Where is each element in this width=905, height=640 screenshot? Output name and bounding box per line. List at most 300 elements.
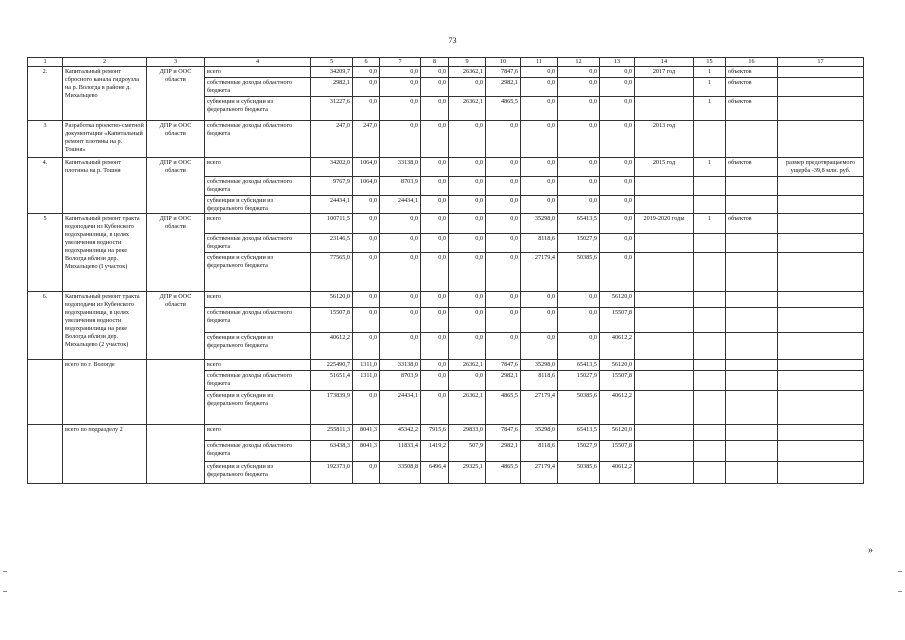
- amount-cell: 56120,0: [600, 292, 635, 308]
- amount-cell: 0,0: [558, 77, 600, 96]
- result-cell: [778, 391, 864, 425]
- amount-cell: 40612,2: [311, 333, 353, 360]
- funding-source-cell: всего: [205, 66, 311, 77]
- quantity-cell: [694, 308, 726, 333]
- amount-cell: 0,0: [380, 66, 421, 77]
- scan-mark: [3, 571, 7, 572]
- amount-cell: 0,0: [380, 214, 421, 234]
- amount-cell: 77565,0: [311, 253, 353, 292]
- result-cell: [778, 234, 864, 253]
- period-cell: [635, 195, 694, 214]
- unit-cell: объектов: [726, 214, 778, 234]
- executor-cell: ДПР и ООС области: [147, 157, 205, 214]
- executor-cell: ДПР и ООС области: [147, 292, 205, 360]
- header-cell: 12: [558, 58, 600, 67]
- scan-mark: [3, 591, 7, 592]
- amount-cell: 0,0: [421, 96, 449, 120]
- amount-cell: 0,0: [521, 333, 558, 360]
- amount-cell: 1311,0: [353, 360, 380, 371]
- amount-cell: 7915,6: [421, 425, 449, 441]
- item-name-cell: Капитальный ремонт сбросного канала гидроузла на р. Вологда в районе д. Михальцево: [63, 66, 147, 120]
- amount-cell: 0,0: [486, 120, 521, 157]
- item-name-cell: Разработка проектно-сметной документации «Капитальный ремонт плотины на р. Тошня»: [63, 120, 147, 157]
- result-cell: [778, 96, 864, 120]
- amount-cell: 0,0: [486, 157, 521, 176]
- amount-cell: 1064,0: [353, 157, 380, 176]
- unit-cell: [726, 308, 778, 333]
- header-cell: 10: [486, 58, 521, 67]
- budget-table: [27, 57, 864, 484]
- quantity-cell: 1: [694, 214, 726, 234]
- unit-cell: [726, 234, 778, 253]
- amount-cell: 0,0: [486, 214, 521, 234]
- amount-cell: 0,0: [353, 462, 380, 484]
- scan-mark: [898, 591, 902, 592]
- period-cell: [635, 176, 694, 195]
- row-number-cell: [28, 425, 63, 484]
- header-cell: 11: [521, 58, 558, 67]
- header-cell: 9: [449, 58, 486, 67]
- amount-cell: 15027,9: [558, 371, 600, 391]
- amount-cell: 6496,4: [421, 462, 449, 484]
- unit-cell: [726, 195, 778, 214]
- unit-cell: [726, 292, 778, 308]
- funding-source-cell: собственные доходы областного бюджета: [205, 77, 311, 96]
- amount-cell: 2982,1: [486, 441, 521, 462]
- unit-cell: [726, 253, 778, 292]
- header-cell: 2: [63, 58, 147, 67]
- header-cell: 15: [694, 58, 726, 67]
- quantity-cell: [694, 333, 726, 360]
- amount-cell: 0,0: [449, 308, 486, 333]
- amount-cell: 0,0: [353, 292, 380, 308]
- amount-cell: 0,0: [558, 120, 600, 157]
- amount-cell: 0,0: [486, 234, 521, 253]
- header-row: [28, 58, 864, 67]
- amount-cell: 27179,4: [521, 462, 558, 484]
- funding-source-cell: собственные доходы областного бюджета: [205, 120, 311, 157]
- amount-cell: 15027,9: [558, 441, 600, 462]
- unit-cell: [726, 371, 778, 391]
- amount-cell: 8118,6: [521, 371, 558, 391]
- row-number-cell: 6.: [28, 292, 63, 360]
- result-cell: [778, 308, 864, 333]
- amount-cell: 8118,6: [521, 441, 558, 462]
- amount-cell: 11833,4: [380, 441, 421, 462]
- page-number: 73: [448, 36, 457, 45]
- amount-cell: 0,0: [486, 333, 521, 360]
- amount-cell: 255811,3: [311, 425, 353, 441]
- table-row: [28, 425, 864, 441]
- header-cell: 3: [147, 58, 205, 67]
- amount-cell: 0,0: [380, 292, 421, 308]
- amount-cell: 0,0: [558, 157, 600, 176]
- amount-cell: 247,0: [311, 120, 353, 157]
- amount-cell: 0,0: [421, 176, 449, 195]
- amount-cell: 0,0: [558, 96, 600, 120]
- quantity-cell: 1: [694, 96, 726, 120]
- amount-cell: 26362,1: [449, 391, 486, 425]
- table-row: [28, 66, 864, 77]
- period-cell: [635, 441, 694, 462]
- amount-cell: 33138,0: [380, 157, 421, 176]
- unit-cell: [726, 120, 778, 157]
- quantity-cell: [694, 371, 726, 391]
- amount-cell: 0,0: [421, 391, 449, 425]
- amount-cell: 24434,1: [380, 195, 421, 214]
- period-cell: [635, 77, 694, 96]
- amount-cell: 0,0: [421, 360, 449, 371]
- amount-cell: 15507,8: [311, 308, 353, 333]
- result-cell: [778, 360, 864, 371]
- amount-cell: 0,0: [421, 214, 449, 234]
- amount-cell: 0,0: [421, 292, 449, 308]
- funding-source-cell: всего: [205, 214, 311, 234]
- period-cell: [635, 308, 694, 333]
- amount-cell: 0,0: [449, 195, 486, 214]
- executor-cell: ДПР и ООС области: [147, 120, 205, 157]
- amount-cell: 8118,6: [521, 234, 558, 253]
- period-cell: [635, 462, 694, 484]
- amount-cell: 65413,5: [558, 360, 600, 371]
- period-cell: 2019-2020 годы: [635, 214, 694, 234]
- period-cell: 2015 год: [635, 157, 694, 176]
- funding-source-cell: собственные доходы областного бюджета: [205, 371, 311, 391]
- amount-cell: 56120,0: [600, 360, 635, 371]
- amount-cell: 0,0: [521, 176, 558, 195]
- unit-cell: [726, 176, 778, 195]
- amount-cell: 0,0: [421, 333, 449, 360]
- header-cell: 16: [726, 58, 778, 67]
- amount-cell: 0,0: [521, 96, 558, 120]
- amount-cell: 0,0: [449, 77, 486, 96]
- amount-cell: 0,0: [421, 157, 449, 176]
- amount-cell: 0,0: [380, 77, 421, 96]
- executor-cell: ДПР и ООС области: [147, 214, 205, 292]
- amount-cell: 0,0: [353, 195, 380, 214]
- amount-cell: 63438,3: [311, 441, 353, 462]
- amount-cell: 0,0: [353, 234, 380, 253]
- amount-cell: 173839,9: [311, 391, 353, 425]
- amount-cell: 26362,1: [449, 66, 486, 77]
- result-cell: [778, 77, 864, 96]
- amount-cell: 0,0: [421, 120, 449, 157]
- row-number-cell: 5: [28, 214, 63, 292]
- amount-cell: 1311,0: [353, 371, 380, 391]
- amount-cell: 65413,5: [558, 425, 600, 441]
- quantity-cell: [694, 360, 726, 371]
- table-row: [28, 214, 864, 234]
- amount-cell: 2982,1: [486, 371, 521, 391]
- result-cell: [778, 195, 864, 214]
- header-cell: 4: [205, 58, 311, 67]
- funding-source-cell: субвенции и субсидии из федерального бюджета: [205, 253, 311, 292]
- quantity-cell: [694, 441, 726, 462]
- funding-source-cell: собственные доходы областного бюджета: [205, 308, 311, 333]
- header-cell: 17: [778, 58, 864, 67]
- amount-cell: 0,0: [486, 292, 521, 308]
- result-cell: [778, 253, 864, 292]
- amount-cell: 0,0: [353, 308, 380, 333]
- unit-cell: объектов: [726, 96, 778, 120]
- amount-cell: 0,0: [600, 157, 635, 176]
- executor-cell: [147, 360, 205, 425]
- amount-cell: 0,0: [600, 96, 635, 120]
- amount-cell: 7847,6: [486, 66, 521, 77]
- amount-cell: 40612,2: [600, 333, 635, 360]
- amount-cell: 40612,2: [600, 462, 635, 484]
- amount-cell: 23146,5: [311, 234, 353, 253]
- amount-cell: 15027,9: [558, 234, 600, 253]
- amount-cell: 0,0: [521, 77, 558, 96]
- amount-cell: 0,0: [421, 195, 449, 214]
- amount-cell: 2982,1: [311, 77, 353, 96]
- amount-cell: 2982,1: [486, 77, 521, 96]
- amount-cell: 0,0: [600, 120, 635, 157]
- table-row: [28, 292, 864, 308]
- amount-cell: 35298,0: [521, 360, 558, 371]
- amount-cell: 0,0: [353, 333, 380, 360]
- amount-cell: 8041,3: [353, 425, 380, 441]
- amount-cell: 0,0: [449, 214, 486, 234]
- funding-source-cell: всего: [205, 292, 311, 308]
- amount-cell: 0,0: [449, 176, 486, 195]
- table-body: [28, 58, 864, 484]
- funding-source-cell: субвенции и субсидии из федерального бюджета: [205, 462, 311, 484]
- amount-cell: 0,0: [600, 214, 635, 234]
- amount-cell: 0,0: [486, 253, 521, 292]
- item-name-cell: всего по г. Вологде: [63, 360, 147, 425]
- executor-cell: [147, 425, 205, 484]
- amount-cell: 40612,2: [600, 391, 635, 425]
- amount-cell: 0,0: [558, 195, 600, 214]
- row-number-cell: 2.: [28, 66, 63, 120]
- amount-cell: 8703,9: [380, 371, 421, 391]
- item-name-cell: всего по подразделу 2: [63, 425, 147, 484]
- amount-cell: 7847,6: [486, 360, 521, 371]
- amount-cell: 0,0: [380, 333, 421, 360]
- unit-cell: [726, 360, 778, 371]
- period-cell: [635, 234, 694, 253]
- period-cell: [635, 391, 694, 425]
- amount-cell: 0,0: [558, 292, 600, 308]
- amount-cell: 0,0: [353, 66, 380, 77]
- amount-cell: 24434,1: [311, 195, 353, 214]
- period-cell: [635, 333, 694, 360]
- amount-cell: 4865,5: [486, 391, 521, 425]
- amount-cell: 4865,5: [486, 96, 521, 120]
- amount-cell: 27179,4: [521, 253, 558, 292]
- header-cell: 7: [380, 58, 421, 67]
- amount-cell: 507,9: [449, 441, 486, 462]
- table-row: [28, 360, 864, 371]
- amount-cell: 65413,5: [558, 214, 600, 234]
- amount-cell: 15507,8: [600, 308, 635, 333]
- unit-cell: [726, 391, 778, 425]
- result-cell: [778, 371, 864, 391]
- amount-cell: 29325,1: [449, 462, 486, 484]
- amount-cell: 0,0: [421, 253, 449, 292]
- unit-cell: [726, 425, 778, 441]
- result-cell: [778, 214, 864, 234]
- amount-cell: 0,0: [421, 308, 449, 333]
- amount-cell: 0,0: [486, 176, 521, 195]
- amount-cell: 33138,0: [380, 360, 421, 371]
- amount-cell: 0,0: [558, 333, 600, 360]
- unit-cell: объектов: [726, 77, 778, 96]
- amount-cell: 7847,6: [486, 425, 521, 441]
- period-cell: [635, 253, 694, 292]
- amount-cell: 4865,5: [486, 462, 521, 484]
- quantity-cell: [694, 253, 726, 292]
- result-cell: размер предотвращаемого ущерба -39,8 млн. руб.: [778, 157, 864, 176]
- amount-cell: 0,0: [600, 66, 635, 77]
- amount-cell: 56120,0: [600, 425, 635, 441]
- amount-cell: 0,0: [449, 292, 486, 308]
- amount-cell: 0,0: [353, 214, 380, 234]
- trailing-mark: »: [868, 545, 873, 556]
- amount-cell: 0,0: [521, 66, 558, 77]
- header-cell: 5: [311, 58, 353, 67]
- quantity-cell: 1: [694, 77, 726, 96]
- amount-cell: 0,0: [380, 120, 421, 157]
- amount-cell: 0,0: [521, 120, 558, 157]
- quantity-cell: [694, 425, 726, 441]
- amount-cell: 50385,6: [558, 462, 600, 484]
- amount-cell: 50385,6: [558, 253, 600, 292]
- amount-cell: 50385,6: [558, 391, 600, 425]
- amount-cell: 0,0: [486, 308, 521, 333]
- funding-source-cell: всего: [205, 157, 311, 176]
- row-number-cell: 4.: [28, 157, 63, 214]
- amount-cell: 0,0: [421, 77, 449, 96]
- header-cell: 14: [635, 58, 694, 67]
- amount-cell: 0,0: [421, 66, 449, 77]
- quantity-cell: [694, 391, 726, 425]
- amount-cell: 45342,2: [380, 425, 421, 441]
- item-name-cell: Капитальный ремонт тракта водоподачи из Кубенского водохранилища, в целях увеличения водности водохранилища на реке Вологда вблизи дер. Михальцево (I участок): [63, 214, 147, 292]
- executor-cell: ДПР и ООС области: [147, 66, 205, 120]
- result-cell: [778, 176, 864, 195]
- amount-cell: 0,0: [521, 195, 558, 214]
- unit-cell: [726, 441, 778, 462]
- table-row: [28, 120, 864, 157]
- quantity-cell: [694, 195, 726, 214]
- amount-cell: 15507,8: [600, 441, 635, 462]
- amount-cell: 1419,2: [421, 441, 449, 462]
- quantity-cell: [694, 176, 726, 195]
- amount-cell: 15507,8: [600, 371, 635, 391]
- quantity-cell: 1: [694, 66, 726, 77]
- funding-source-cell: субвенции и субсидии из федерального бюджета: [205, 195, 311, 214]
- period-cell: [635, 96, 694, 120]
- amount-cell: 29833,0: [449, 425, 486, 441]
- header-cell: 13: [600, 58, 635, 67]
- header-cell: 1: [28, 58, 63, 67]
- funding-source-cell: собственные доходы областного бюджета: [205, 234, 311, 253]
- amount-cell: 0,0: [600, 77, 635, 96]
- amount-cell: 8703,9: [380, 176, 421, 195]
- header-cell: 6: [353, 58, 380, 67]
- result-cell: [778, 292, 864, 308]
- quantity-cell: [694, 292, 726, 308]
- amount-cell: 0,0: [449, 234, 486, 253]
- amount-cell: 0,0: [449, 253, 486, 292]
- period-cell: 2013 год: [635, 120, 694, 157]
- amount-cell: 33508,8: [380, 462, 421, 484]
- quantity-cell: [694, 120, 726, 157]
- amount-cell: 51651,4: [311, 371, 353, 391]
- amount-cell: 192373,0: [311, 462, 353, 484]
- amount-cell: 0,0: [558, 176, 600, 195]
- amount-cell: 26362,1: [449, 96, 486, 120]
- table-row: [28, 157, 864, 176]
- row-number-cell: [28, 360, 63, 425]
- result-cell: [778, 333, 864, 360]
- amount-cell: 0,0: [353, 391, 380, 425]
- amount-cell: 31227,6: [311, 96, 353, 120]
- amount-cell: 8041,3: [353, 441, 380, 462]
- funding-source-cell: субвенции и субсидии из федерального бюджета: [205, 333, 311, 360]
- funding-source-cell: собственные доходы областного бюджета: [205, 441, 311, 462]
- result-cell: [778, 66, 864, 77]
- quantity-cell: [694, 234, 726, 253]
- quantity-cell: [694, 462, 726, 484]
- amount-cell: 26362,1: [449, 360, 486, 371]
- amount-cell: 0,0: [486, 195, 521, 214]
- funding-source-cell: собственные доходы областного бюджета: [205, 176, 311, 195]
- amount-cell: 0,0: [521, 157, 558, 176]
- item-name-cell: Капитальный ремонт плотины на р. Тошня: [63, 157, 147, 214]
- amount-cell: 0,0: [380, 96, 421, 120]
- amount-cell: 0,0: [380, 308, 421, 333]
- amount-cell: 0,0: [600, 176, 635, 195]
- period-cell: [635, 292, 694, 308]
- amount-cell: 0,0: [421, 234, 449, 253]
- amount-cell: 0,0: [600, 253, 635, 292]
- amount-cell: 35298,0: [521, 214, 558, 234]
- result-cell: [778, 441, 864, 462]
- amount-cell: 34202,0: [311, 157, 353, 176]
- amount-cell: 0,0: [558, 66, 600, 77]
- funding-source-cell: всего: [205, 425, 311, 441]
- amount-cell: 9767,9: [311, 176, 353, 195]
- amount-cell: 0,0: [380, 253, 421, 292]
- result-cell: [778, 462, 864, 484]
- unit-cell: объектов: [726, 66, 778, 77]
- scan-mark: [898, 571, 902, 572]
- funding-source-cell: всего: [205, 360, 311, 371]
- amount-cell: 27179,4: [521, 391, 558, 425]
- amount-cell: 0,0: [421, 371, 449, 391]
- amount-cell: 225490,7: [311, 360, 353, 371]
- amount-cell: 0,0: [449, 333, 486, 360]
- amount-cell: 0,0: [521, 308, 558, 333]
- funding-source-cell: субвенции и субсидии из федерального бюджета: [205, 391, 311, 425]
- unit-cell: [726, 333, 778, 360]
- amount-cell: 0,0: [600, 234, 635, 253]
- amount-cell: 35298,0: [521, 425, 558, 441]
- unit-cell: [726, 462, 778, 484]
- period-cell: [635, 425, 694, 441]
- period-cell: [635, 371, 694, 391]
- period-cell: 2017 год: [635, 66, 694, 77]
- amount-cell: 24434,1: [380, 391, 421, 425]
- amount-cell: 0,0: [600, 195, 635, 214]
- amount-cell: 100711,5: [311, 214, 353, 234]
- amount-cell: 0,0: [521, 292, 558, 308]
- period-cell: [635, 360, 694, 371]
